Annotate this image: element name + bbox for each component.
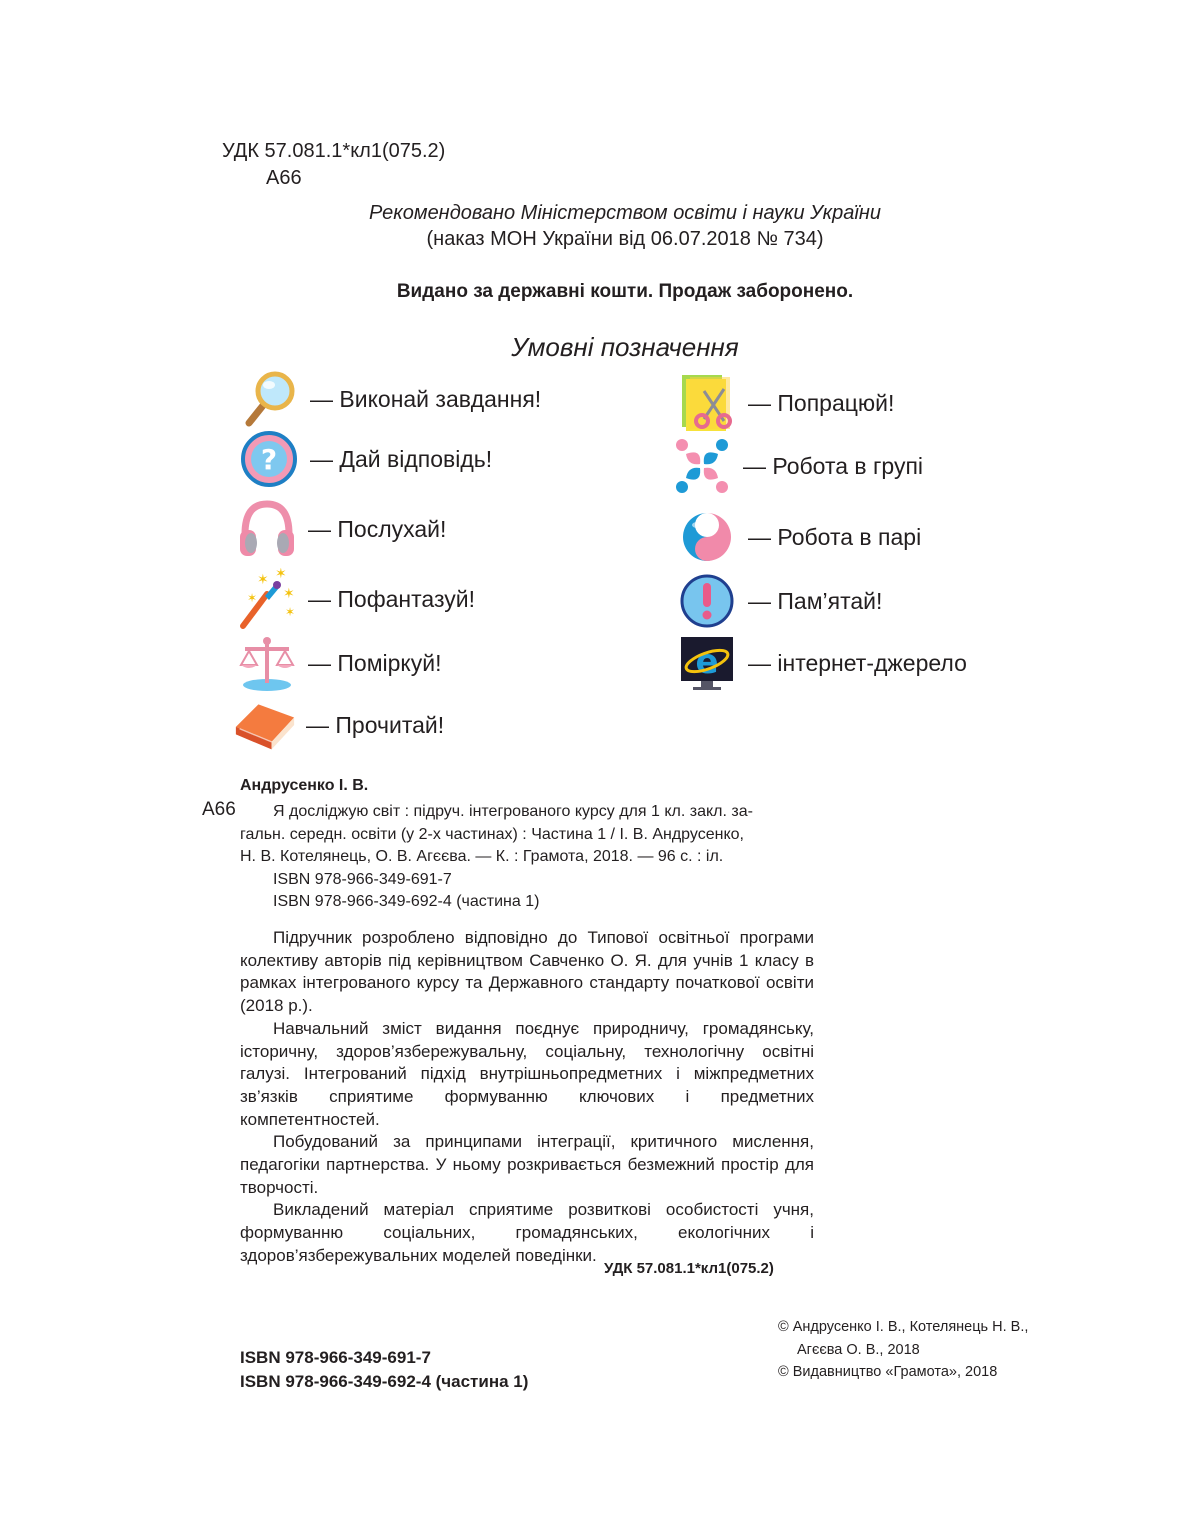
legend-item-imagine [236, 568, 475, 630]
abstract-paragraph: Підручник розроблено відповідно до Типової освітньої програми колективу авторів під керівництвом Савченко О. Я. для учнів 1 класу в рамках інтегрованого курсу та Державного стандарту початкової освіти (2018 р.). [240, 928, 814, 1016]
svg-text:✶: ✶ [275, 568, 287, 581]
funding-notice: Видано за державні кошти. Продаж заборонено. [396, 281, 854, 302]
legend-label: — Пам’ятай! [748, 587, 883, 614]
legend-label: — Послухай! [308, 515, 447, 542]
magnifier-icon [238, 368, 300, 430]
catalog-author: Андрусенко І. В. [240, 777, 369, 794]
book-icon [234, 694, 296, 756]
legend-label: — Поміркуй! [308, 649, 442, 676]
catalog-code-left: А66 [202, 799, 236, 820]
legend-label: — Виконай завдання! [310, 385, 542, 412]
legend-item-work [676, 372, 894, 434]
biblio-line: Н. В. Котелянець, О. В. Агєєва. — К. : Грамота, 2018. — 96 с. : іл. [240, 848, 724, 865]
legend-item-pair [676, 506, 921, 568]
isbn-line: ISBN 978-966-349-692-4 (частина 1) [240, 1372, 529, 1391]
legend-label: — Робота в парі [748, 523, 922, 550]
legend-item-think [236, 632, 442, 694]
isbn-line: ISBN 978-966-349-691-7 [240, 1348, 431, 1367]
legend-label: — Пофантазуй! [308, 585, 475, 612]
abstract [240, 927, 814, 1268]
biblio-isbn: ISBN 978-966-349-692-4 (частина 1) [273, 893, 540, 910]
scales-icon [236, 632, 298, 694]
isbn-block [240, 1346, 528, 1394]
udk-code: УДК 57.081.1*кл1(075.2) [222, 140, 446, 162]
recommendation-line: Рекомендовано Міністерством освіти і науки України [369, 202, 881, 224]
svg-text:✶: ✶ [247, 591, 258, 605]
legend-label: — Попрацюй! [748, 389, 895, 416]
copyright-line: © Андрусенко І. В., Котелянець Н. В., [778, 1319, 1029, 1335]
copyright-line: Агєєва О. В., 2018 [797, 1341, 920, 1358]
biblio-line: Я досліджую світ : підруч. інтегрованого курсу для 1 кл. закл. за- [273, 803, 753, 820]
bibliographic-description [240, 801, 814, 914]
svg-text:?: ? [260, 443, 278, 476]
legend-item-answer [238, 428, 492, 490]
internet-explorer-icon [676, 632, 738, 694]
headphones-icon [236, 498, 298, 560]
pair-icon [676, 506, 738, 568]
legend-label: — Дай відповідь! [310, 445, 493, 472]
svg-text:e: e [695, 642, 719, 682]
exclamation-icon [676, 570, 738, 632]
scissors-paper-icon [676, 372, 738, 434]
abstract-paragraph: Навчальний зміст видання поєднує природничу, громадянську, історичну, здоров’язбережувальну, соціальну, технологічну освітні галузі. Інтегрований підхід внутрішньопредметних і міжпредметних зв’язків сприятиме формуванню ключових і предметних компетентностей. [240, 1018, 814, 1129]
legend-label: — інтернет-джерело [748, 649, 967, 676]
legend-item-internet [676, 632, 967, 694]
abstract-paragraph: Викладений матеріал сприятиме розвиткові особистості учня, формуванню соціальних, громадянських, екологічних і здоров’язбережувальних моделей поведінки. [240, 1200, 814, 1265]
legend-item-read [234, 694, 444, 756]
svg-text:✶: ✶ [283, 585, 295, 601]
legend-label: — Прочитай! [306, 711, 445, 738]
group-icon [671, 435, 733, 497]
paintbrush-stars-icon [236, 568, 298, 630]
copyright-line: © Видавництво «Грамота», 2018 [778, 1364, 998, 1380]
copyright-block [778, 1316, 1028, 1384]
svg-text:✶: ✶ [257, 571, 269, 587]
legend-item-remember [676, 570, 882, 632]
legend-label: — Робота в групі [743, 452, 924, 479]
catalog-udk: УДК 57.081.1*кл1(075.2) [604, 1260, 774, 1277]
biblio-line: гальн. середн. освіти (у 2-х частинах) : Частина 1 / І. В. Андрусенко, [240, 825, 744, 843]
ministry-recommendation [300, 200, 950, 252]
order-line: (наказ МОН України від 06.07.2018 № 734) [426, 228, 824, 250]
biblio-isbn: ISBN 978-966-349-691-7 [273, 870, 452, 888]
question-icon [238, 428, 300, 490]
legend-item-group [671, 435, 923, 497]
abstract-paragraph: Побудований за принципами інтеграції, критичного мислення, педагогіки партнерства. У ньому розкривається безмежний простір для творчості. [240, 1132, 814, 1197]
legend-title: Умовні позначення [511, 332, 739, 362]
svg-text:✶: ✶ [285, 605, 296, 619]
legend-item-task [238, 368, 541, 430]
catalog-code: А66 [266, 167, 302, 189]
legend-item-listen [236, 498, 446, 560]
